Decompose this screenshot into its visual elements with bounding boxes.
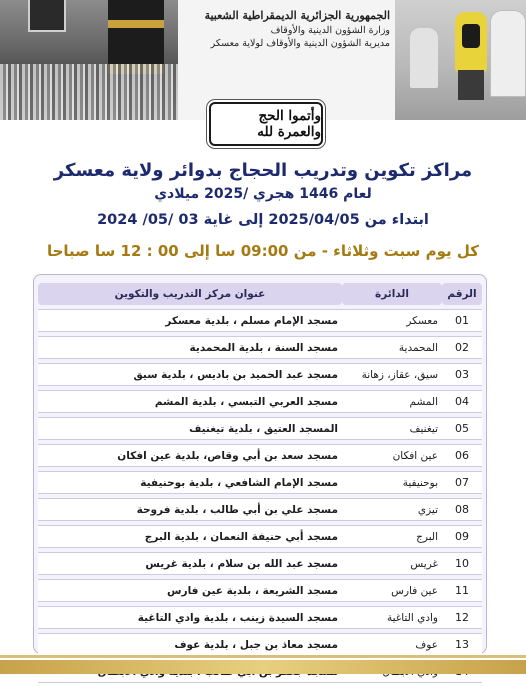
row-address: مسجد الشريعة ، بلدية عين فارس bbox=[38, 579, 342, 602]
row-district: معسكر bbox=[342, 309, 442, 332]
row-num: 02 bbox=[442, 336, 482, 359]
row-num: 01 bbox=[442, 309, 482, 332]
table-row bbox=[38, 444, 482, 467]
row-address: مسجد علي بن أبي طالب ، بلدية فروحة bbox=[38, 498, 342, 521]
row-district: تيغنيف bbox=[342, 417, 442, 440]
row-num: 11 bbox=[442, 579, 482, 602]
kaaba-shape bbox=[108, 0, 164, 74]
row-num: 07 bbox=[442, 471, 482, 494]
row-address: مسجد الإمام مسلم ، بلدية معسكر bbox=[38, 309, 342, 332]
table-row bbox=[38, 606, 482, 629]
backpack-shape bbox=[462, 24, 480, 48]
year-subtitle: لعام 1446 هجري /2025 ميلادي bbox=[154, 186, 372, 202]
verse-banner bbox=[209, 102, 323, 146]
table-row bbox=[38, 471, 482, 494]
header-district: الدائرة bbox=[342, 283, 442, 305]
row-district: عين افكان bbox=[342, 444, 442, 467]
row-address: مسجد الإمام الشافعي ، بلدية بوحنيفية bbox=[38, 471, 342, 494]
table-row bbox=[38, 525, 482, 548]
pilgrim-legs bbox=[458, 70, 484, 100]
schedule-line: كل يوم سبت وثلاثاء - من 09:00 سا إلى 00 : 12 سا صباحا bbox=[46, 242, 479, 260]
table-row bbox=[38, 552, 482, 575]
row-district: المحمدية bbox=[342, 336, 442, 359]
ministry-line: وزارة الشؤون الدينية والأوقاف bbox=[270, 25, 390, 36]
row-district: تيزي bbox=[342, 498, 442, 521]
table-row bbox=[38, 579, 482, 602]
row-address: مسجد السنة ، بلدية المحمدية bbox=[38, 336, 342, 359]
row-district: المشم bbox=[342, 390, 442, 413]
ministry-header bbox=[180, 8, 390, 50]
row-num: 04 bbox=[442, 390, 482, 413]
row-district: البرج bbox=[342, 525, 442, 548]
row-num: 03 bbox=[442, 363, 482, 386]
clock-tower-shape bbox=[28, 0, 66, 32]
row-num: 05 bbox=[442, 417, 482, 440]
directorate-line: مديرية الشؤون الدينية والأوقاف لولاية معسكر bbox=[210, 38, 390, 49]
row-num: 06 bbox=[442, 444, 482, 467]
row-address: مسجد السيدة زينب ، بلدية وادي التاغية bbox=[38, 606, 342, 629]
row-district: عوف bbox=[342, 633, 442, 656]
footer-line bbox=[0, 655, 526, 658]
table-row bbox=[38, 633, 482, 656]
table-row bbox=[38, 363, 482, 386]
table-row bbox=[38, 498, 482, 521]
row-address: مسجد العربي التبسي ، بلدية المشم bbox=[38, 390, 342, 413]
row-address: مسجد سعد بن أبي وقاص، بلدية عين افكان bbox=[38, 444, 342, 467]
row-address: مسجد عبد الحميد بن باديس ، بلدية سيق bbox=[38, 363, 342, 386]
row-num: 10 bbox=[442, 552, 482, 575]
row-num: 13 bbox=[442, 633, 482, 656]
table-header-row bbox=[38, 283, 482, 305]
crowd-shape bbox=[0, 64, 178, 120]
table-row bbox=[38, 417, 482, 440]
footer-stripe bbox=[0, 660, 526, 674]
row-num: 12 bbox=[442, 606, 482, 629]
table-row bbox=[38, 309, 482, 332]
row-address: المسجد العتيق ، بلدية تيغنيف bbox=[38, 417, 342, 440]
table-row bbox=[38, 390, 482, 413]
kaaba-gold-band bbox=[108, 20, 164, 28]
centers-table-container bbox=[33, 274, 487, 654]
pilgrim-figure bbox=[410, 28, 438, 88]
header-num: الرقم bbox=[442, 283, 482, 305]
row-address: مسجد عبد الله بن سلام ، بلدية غريس bbox=[38, 552, 342, 575]
period-line: ابتداء من 2025/04/05 إلى غاية 03 /05/ 2024 bbox=[97, 212, 429, 228]
row-num: 09 bbox=[442, 525, 482, 548]
row-district: سيق، عقاز، زهانة bbox=[342, 363, 442, 386]
row-district: غريس bbox=[342, 552, 442, 575]
verse-text: وأتموا الحج والعمرة لله bbox=[257, 108, 321, 140]
row-district: بوحنيفية bbox=[342, 471, 442, 494]
pilgrim-figure bbox=[490, 10, 526, 97]
page-title: مراكز تكوين وتدريب الحجاج بدوائر ولاية معسكر bbox=[53, 160, 473, 181]
republic-line: الجمهورية الجزائرية الديمقراطية الشعبية bbox=[204, 9, 390, 22]
row-address: مسجد معاذ بن جبل ، بلدية عوف bbox=[38, 633, 342, 656]
header-address: عنوان مركز التدريب والتكوين bbox=[38, 283, 342, 305]
row-num: 08 bbox=[442, 498, 482, 521]
row-district: عين فارس bbox=[342, 579, 442, 602]
row-district: وادي التاغية bbox=[342, 606, 442, 629]
table-row bbox=[38, 336, 482, 359]
centers-table bbox=[38, 279, 482, 687]
row-address: مسجد أبي حنيفة النعمان ، بلدية البرج bbox=[38, 525, 342, 548]
